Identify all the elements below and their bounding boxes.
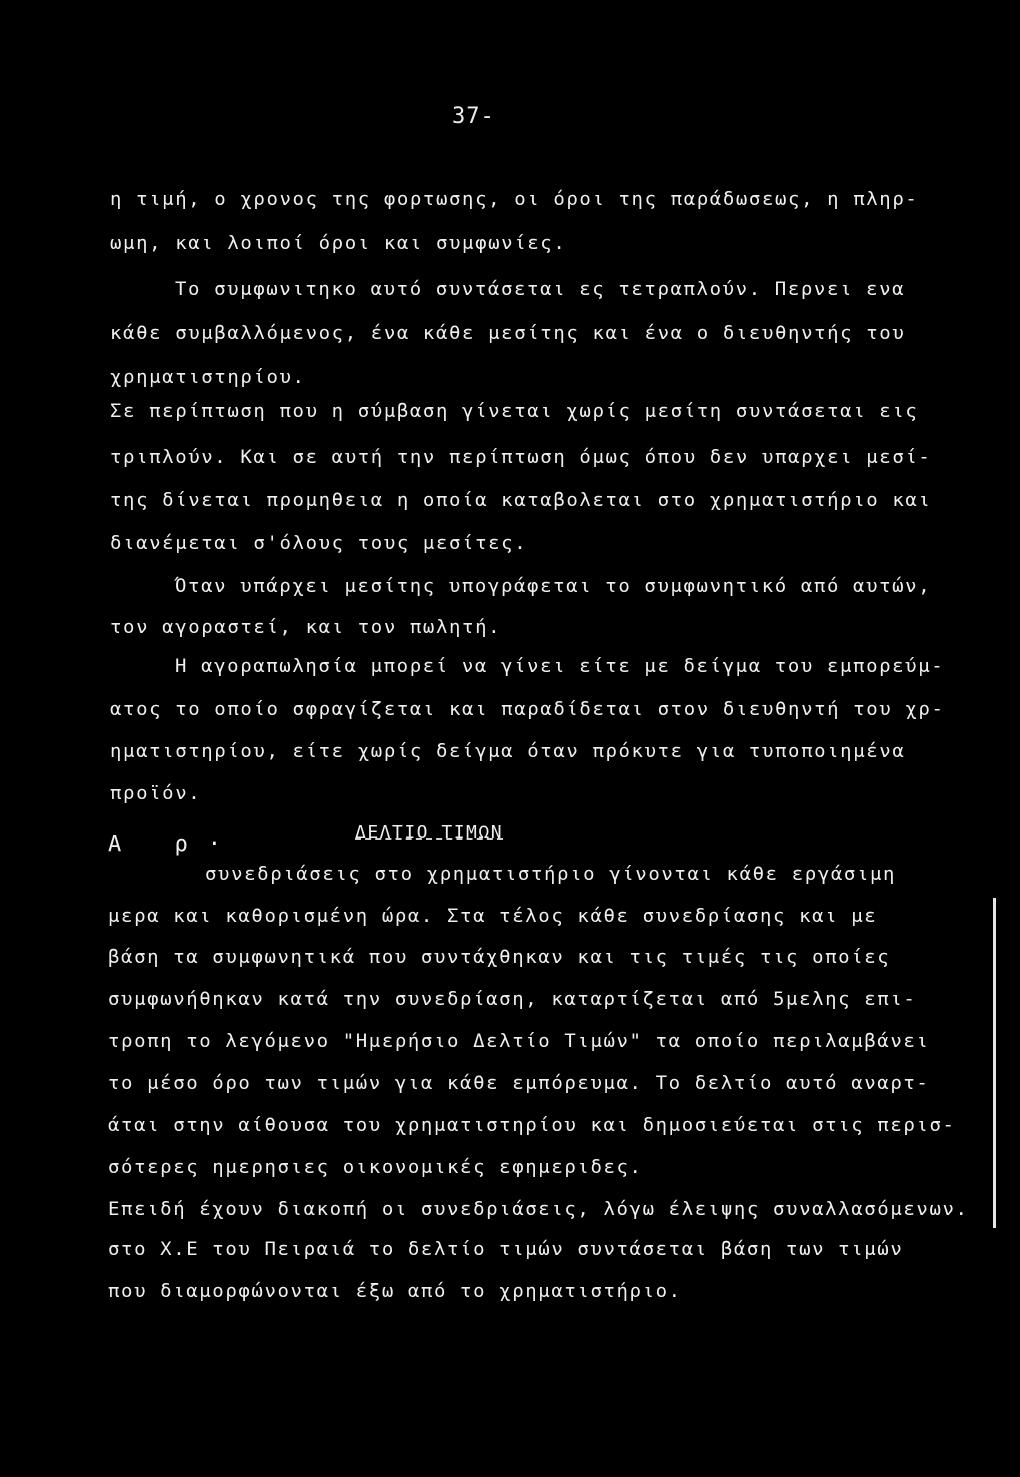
price-bulletin-heading: ΔΕΛΤΙΟ ΤΙΜΩΝ xyxy=(355,822,504,843)
text-line: τροπη το λεγόμενο "Ημερήσιο Δελτίο Τιμών" τα οποίο περιλαμβάνει xyxy=(108,1030,930,1052)
text-line: η τιμή, ο χρονος της φορτωσης, οι όροι της παράδωσεως, η πληρ- xyxy=(110,188,919,210)
text-line: σότερες ημερησιες οικονομικές εφημεριδες. xyxy=(108,1156,643,1178)
page-number: 37- xyxy=(452,104,495,129)
text-line: τον αγοραστεί, και τον πωλητή. xyxy=(110,616,502,638)
text-line: Επειδή έχουν διακοπή οι συνεδριάσεις, λόγω έλειψης συναλλασόμενων. xyxy=(108,1198,969,1220)
text-line: Το συμφωνιτηκο αυτό συντάσεται ες τετραπλούν. Περνει ενα xyxy=(175,278,906,300)
text-line: χρηματιστηρίου. xyxy=(110,366,306,388)
text-line: στο Χ.Ε του Πειραιά το δελτίο τιμών συντάσεται βάση των τιμών xyxy=(108,1238,904,1260)
margin-label: Α ρ· xyxy=(108,832,241,857)
margin-rule xyxy=(993,898,996,1228)
text-line: Όταν υπάρχει μεσίτης υπογράφεται το συμφωνητικό από αυτών, xyxy=(175,575,932,597)
text-line: κάθε συμβαλλόμενος, ένα κάθε μεσίτης και ένα ο διευθηντής του xyxy=(110,322,906,344)
text-line: άται στην αίθουσα του χρηματιστηρίου και δημοσιεύεται στις περισ- xyxy=(108,1114,956,1136)
text-line: ωμη, και λοιποί όροι και συμφωνίες. xyxy=(110,232,567,254)
text-line: Σε περίπτωση που η σύμβαση γίνεται χωρίς μεσίτη συντάσεται εις xyxy=(110,400,919,422)
text-line: μερα και καθορισμένη ώρα. Στα τέλος κάθε συνεδρίασης και με xyxy=(108,905,878,927)
text-line: που διαμορφώνονται έξω από το χρηματιστήριο. xyxy=(108,1280,682,1302)
text-line: της δίνεται προμηθεια η οποία καταβολεται στο χρηματιστήριο και xyxy=(110,489,932,511)
text-line: τριπλούν. Και σε αυτή την περίπτωση όμως όπου δεν υπαρχει μεσί- xyxy=(110,446,932,468)
text-line: το μέσο όρο των τιμών για κάθε εμπόρευμα. Το δελτίο αυτό αναρτ- xyxy=(108,1072,930,1094)
text-line: συμφωνήθηκαν κατά την συνεδρίαση, καταρτίζεται από 5μελης επι- xyxy=(108,988,917,1010)
text-line: Η αγοραπωλησία μπορεί να γίνει είτε με δείγμα του εμπορεύμ- xyxy=(175,655,945,677)
text-line: διανέμεται σ'όλους τους μεσίτες. xyxy=(110,532,528,554)
text-line: συνεδριάσεις στο χρηματιστήριο γίνονται κάθε εργάσιμη xyxy=(205,863,897,885)
text-line: ατος το οποίο σφραγίζεται και παραδίδεται στον διευθηντή του χρ- xyxy=(110,698,945,720)
text-line: προϊόν. xyxy=(110,782,202,804)
text-line: βάση τα συμφωνητικά που συντάχθηκαν και τις τιμές τις οποίες xyxy=(108,946,891,968)
text-line: ηματιστηρίου, είτε χωρίς δείγμα όταν πρόκυτε για τυποποιημένα xyxy=(110,740,906,762)
